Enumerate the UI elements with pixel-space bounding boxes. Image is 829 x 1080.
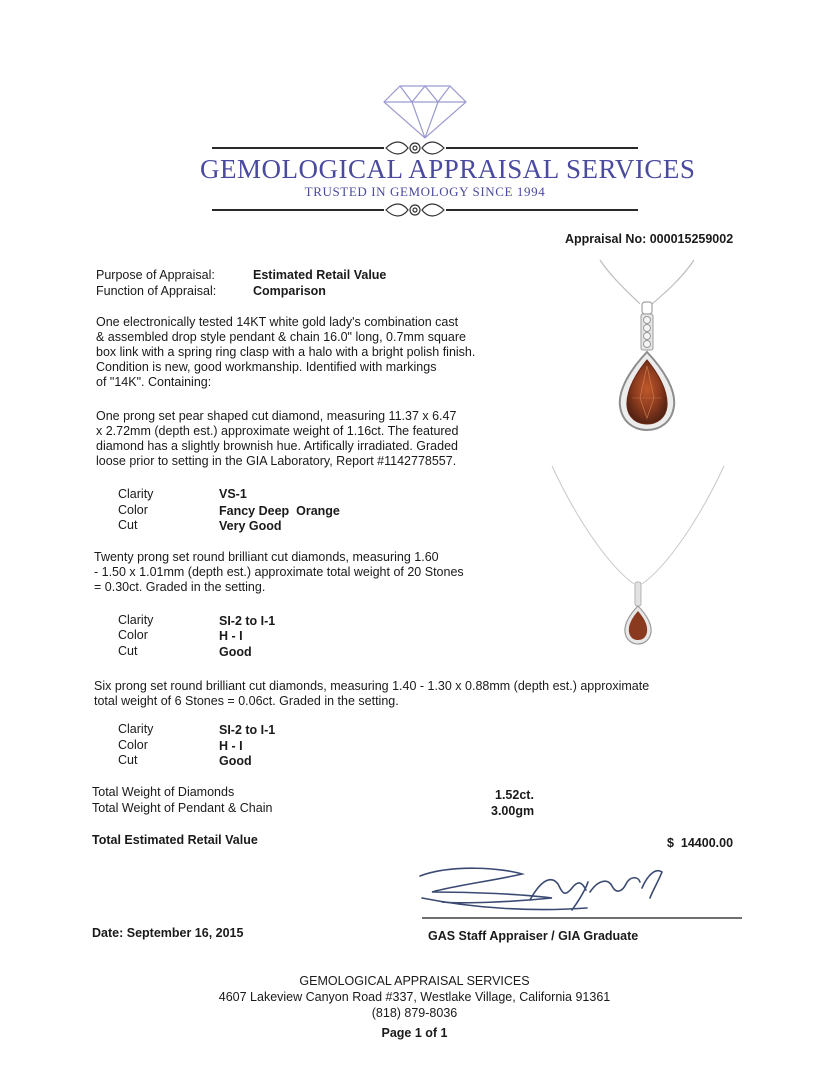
company-name: GEMOLOGICAL APPRAISAL SERVICES <box>200 154 696 184</box>
stone-3-cut-label: Cut <box>118 753 138 767</box>
total-diamonds-label: Total Weight of Diamonds <box>92 785 235 799</box>
stone-3-color-label: Color <box>118 738 148 752</box>
item-description: One electronically tested 14KT white gold lady's combination cast & assembled drop style pendant & chain 16.0" long, 0.7mm square box link with a spring ring clasp with a halo with a bright polish finish. Condition is new, good workmanship. Identified with markings of "14K". Containing: <box>96 315 476 389</box>
pendant-closeup-photo <box>592 258 702 438</box>
ornament-bottom-icon <box>384 198 446 222</box>
stone-2-clarity-label: Clarity <box>118 613 154 627</box>
stone-1-description: One prong set pear shaped cut diamond, measuring 11.37 x 6.47 x 2.72mm (depth est.) approximate weight of 1.16ct. The featured diamond has a slightly brownish hue. Artifically irradiated. Graded loose prior to setting in the GIA Laboratory, Report #1142778557. <box>96 409 459 468</box>
header-top-rule-right <box>446 147 638 149</box>
page-number: Page 1 of 1 <box>381 1026 448 1040</box>
stone-3-color-value: H - I <box>219 739 243 753</box>
stone-3-cut-value: Good <box>219 754 252 768</box>
stone-1-cut-value: Very Good <box>219 519 282 533</box>
stone-1-color-value: Fancy Deep Orange <box>219 504 340 518</box>
total-pendant-label: Total Weight of Pendant & Chain <box>92 801 273 815</box>
tagline: TRUSTED IN GEMOLOGY SINCE 1994 <box>304 184 546 199</box>
stone-1-cut-label: Cut <box>118 518 138 532</box>
total-diamonds-value: 1.52ct. <box>495 788 534 802</box>
stone-2-color-label: Color <box>118 628 148 642</box>
purpose-label: Purpose of Appraisal: <box>96 268 215 282</box>
header-bottom-rule <box>212 209 384 211</box>
necklace-full-photo <box>548 462 728 662</box>
function-value: Comparison <box>253 284 326 298</box>
footer-address: 4607 Lakeview Canyon Road #337, Westlake Village, California 91361 <box>218 990 611 1004</box>
total-retail-value: $ 14400.00 <box>667 836 734 850</box>
appraisal-number: Appraisal No: 000015259002 <box>565 232 734 246</box>
total-retail-label: Total Estimated Retail Value <box>92 833 258 847</box>
stone-2-cut-value: Good <box>219 645 252 659</box>
total-pendant-value: 3.00gm <box>491 804 535 818</box>
footer-company: GEMOLOGICAL APPRAISAL SERVICES <box>299 974 530 988</box>
purpose-value: Estimated Retail Value <box>253 268 387 282</box>
stone-3-clarity-value: SI-2 to I-1 <box>219 723 276 737</box>
stone-1-clarity-label: Clarity <box>118 487 154 501</box>
stone-2-description: Twenty prong set round brilliant cut diamonds, measuring 1.60 - 1.50 x 1.01mm (depth est.) approximate total weight of 20 Stones = 0.30ct. Graded in the setting. <box>94 550 464 594</box>
header-top-rule <box>212 147 384 149</box>
signature-caption: GAS Staff Appraiser / GIA Graduate <box>428 929 639 943</box>
stone-2-color-value: H - I <box>219 629 243 643</box>
stone-2-cut-label: Cut <box>118 644 138 658</box>
stone-1-color-label: Color <box>118 503 148 517</box>
footer-phone: (818) 879-8036 <box>371 1006 458 1020</box>
appraisal-date: Date: September 16, 2015 <box>92 926 244 940</box>
appraiser-signature <box>412 858 747 924</box>
stone-3-clarity-label: Clarity <box>118 722 154 736</box>
function-label: Function of Appraisal: <box>96 284 217 298</box>
stone-2-clarity-value: SI-2 to I-1 <box>219 614 276 628</box>
stone-1-clarity-value: VS-1 <box>219 487 247 501</box>
diamond-logo-icon <box>380 82 470 142</box>
header-bottom-rule-right <box>446 209 638 211</box>
stone-3-description: Six prong set round brilliant cut diamonds, measuring 1.40 - 1.30 x 0.88mm (depth est.) approximate total weight of 6 Stones = 0.06ct. Graded in the setting. <box>94 679 650 708</box>
